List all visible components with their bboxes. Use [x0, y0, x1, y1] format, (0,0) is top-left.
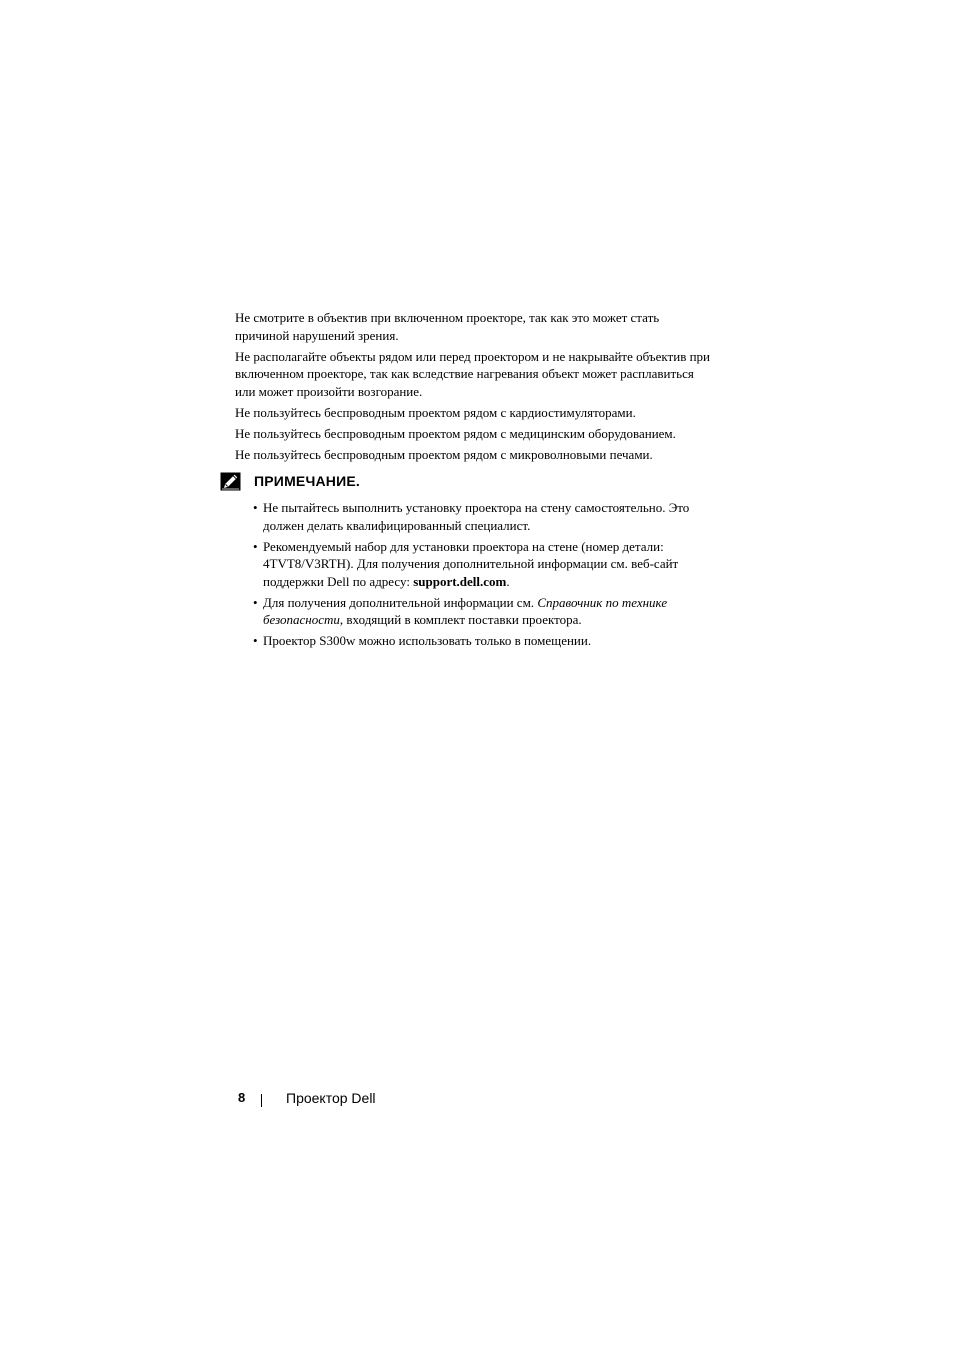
bullet-text-end: , входящий в комплект поставки проектора.	[339, 612, 582, 627]
footer-divider	[261, 1094, 262, 1107]
note-header	[220, 471, 720, 493]
list-item	[0, 425, 715, 443]
item-text: Не смотрите в объектив при включенном проекторе, так как это может стать причиной нарушений зрения.	[235, 310, 660, 343]
note-bullet-list	[220, 499, 720, 650]
bullet-text: Рекомендуемый набор для установки проектора на стене (номер детали: 4TVT8/V3RTH). Для получения дополнительной информации см. веб-сайт поддержки Dell по адресу:	[263, 538, 679, 589]
footer-title: Проектор Dell	[286, 1090, 376, 1106]
item-text: Не пользуйтесь беспроводным проектом рядом с микроволновыми печами.	[235, 446, 653, 462]
bullet-icon: •	[253, 500, 258, 515]
safety-instructions-list	[0, 309, 954, 467]
page-footer	[0, 1089, 954, 1111]
bullet-text: Не пытайтесь выполнить установку проектора на стену самостоятельно. Это должен делать квалифицированный специалист.	[263, 500, 690, 533]
bullet-icon: •	[253, 594, 258, 610]
list-item	[0, 446, 715, 464]
bullet-icon: •	[253, 633, 258, 648]
pencil-note-icon	[220, 472, 241, 491]
list-item	[220, 499, 703, 534]
list-item	[220, 632, 703, 650]
item-text: Не пользуйтесь беспроводным проектом рядом с медицинским оборудованием.	[235, 425, 676, 441]
bullet-text: Для получения дополнительной информации см.	[263, 594, 538, 610]
bullet-text-end: .	[506, 573, 510, 589]
note-block	[220, 471, 720, 653]
list-item	[0, 404, 715, 422]
safety-guide-title: Справочник по технике безопасности	[263, 594, 668, 627]
list-item	[220, 594, 703, 629]
item-text: Не располагайте объекты рядом или перед проектором и не накрывайте объектив при включенном проекторе, так как вследствие нагревания объект может расплавиться или может произойти возгорание.	[235, 348, 711, 399]
bullet-icon: •	[253, 538, 258, 554]
bullet-text: Проектор S300w можно использовать только в помещении.	[263, 633, 592, 648]
list-item	[220, 538, 703, 591]
page-number: 8	[238, 1090, 246, 1105]
list-item	[0, 348, 715, 401]
list-item	[0, 309, 715, 344]
item-text: Не пользуйтесь беспроводным проектом рядом с кардиостимуляторами.	[235, 404, 636, 420]
support-link[interactable]: support.dell.com	[413, 573, 507, 589]
note-title: ПРИМЕЧАНИЕ.	[254, 473, 361, 489]
